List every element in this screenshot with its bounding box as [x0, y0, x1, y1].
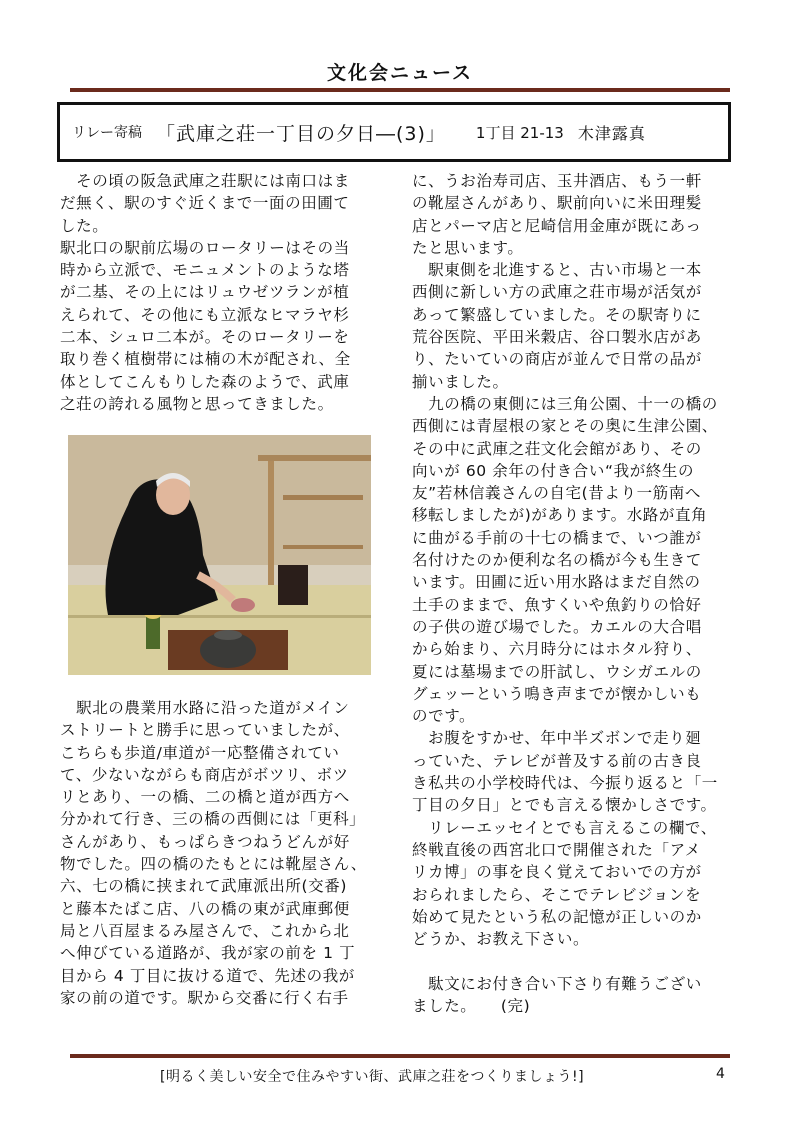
page-number: 4 — [716, 1066, 725, 1082]
text-line: リカ博」の事を良く覚えておいでの方が — [412, 863, 702, 882]
footer-slogan: [明るく美しい安全で住みやすい街、武庫之荘をつくりましょう!] — [160, 1069, 585, 1085]
text-line: 友”若林信義さんの自宅(昔より一筋南へ — [412, 484, 701, 503]
text-line: 駅北の農業用水路に沿った道がメイン — [60, 699, 350, 717]
text-line: リとあり、一の橋、二の橋と道が西方へ — [60, 788, 350, 807]
text-line: 駅北口の駅前広場のロータリーはその当 — [60, 238, 350, 257]
column-left-bottom — [60, 697, 390, 1009]
text-line: さんがあり、もっぱらきつねうどんが好 — [60, 832, 350, 851]
text-line: て、少ないながらも商店がボツリ、ボツ — [60, 765, 349, 784]
text-line: の子供の遊び場でした。カエルの大合唱 — [412, 617, 702, 636]
text-line: 駄文にお付き合い下さり有難うござい — [412, 974, 702, 993]
newsletter-title: 文化会ニュース — [326, 62, 474, 84]
text-line: ストリートと勝手に思っていましたが、 — [60, 721, 350, 740]
column-left-top — [60, 170, 390, 415]
header-divider — [70, 88, 730, 92]
text-line: に曲がる手前の十七の橋まで、いつ誰が — [412, 528, 702, 547]
text-line: っていた、テレビが普及する前の古き良 — [412, 751, 702, 770]
text-line: ました。 (完) — [412, 996, 531, 1015]
text-line: たと思います。 — [412, 238, 524, 257]
author-name: 木津露真 — [577, 123, 646, 143]
text-line: その中に武庫之荘文化会館があり、その — [412, 439, 702, 458]
text-line: 取り巻く植樹帯には楠の木が配され、全 — [60, 350, 351, 369]
text-line: 体としてこんもりした森のようで、武庫 — [60, 372, 350, 391]
text-line: と藤本たばこ店、八の橋の東が武庫郵便 — [60, 899, 350, 918]
text-line: リレーエッセイとでも言えるこの欄で、 — [412, 818, 717, 837]
text-line: 向いが 60 余年の付き合い“我が終生の — [412, 461, 695, 480]
text-line: います。田圃に近い用水路はまだ自然の — [412, 573, 701, 592]
text-line: えられて、その他にも立派なヒマラヤ杉 — [60, 305, 350, 324]
tea-ceremony-photo — [68, 435, 371, 675]
text-line: グェッーという鳴き声までが懐かしいも — [412, 684, 702, 703]
text-line: のです。 — [412, 707, 476, 726]
text-line: おられましたら、そこでテレビジョンを — [412, 885, 702, 904]
text-line: 九の橋の東側には三角公園、十一の橋の — [412, 394, 718, 413]
text-line: その頃の阪急武庫之荘駅には南口はま — [60, 172, 350, 190]
tea-ceremony-illustration — [68, 435, 371, 675]
text-line: 名付けたのか便利な名の橋が今も生きて — [412, 551, 702, 570]
text-line: から始まり、六月時分にはホタル狩り、 — [412, 640, 702, 659]
text-line: 物でした。四の橋のたもとには靴屋さん、 — [60, 855, 367, 874]
text-line: だ無く、駅のすぐ近くまで一面の田圃て — [60, 194, 350, 213]
author-address: 1丁目 21-13 — [475, 123, 564, 142]
text-line: 駅東側を北進すると、古い市場と一本 — [412, 261, 702, 280]
text-line: 西側には青屋根の家とその奥に生津公園、 — [412, 417, 718, 436]
text-line: 分かれて行き、三の橋の西側には「更科」 — [60, 810, 366, 829]
text-line: 揃いました。 — [412, 372, 509, 391]
text-line: 丁目の夕日」とでも言える懐かしさです。 — [412, 796, 717, 815]
relay-label: リレー寄稿 — [72, 125, 142, 141]
text-line: あって繁盛していました。その駅寄りに — [412, 305, 702, 324]
text-line: 終戦直後の西宮北口で開催された「アメ — [412, 840, 701, 859]
text-line: 始めて見たという私の記憶が正しいのか — [412, 907, 702, 926]
text-line: き私共の小学校時代は、今振り返ると「一 — [412, 774, 718, 793]
text-line: 西側に新しい方の武庫之荘市場が活気が — [412, 283, 702, 302]
text-line: した。 — [60, 216, 109, 235]
text-line: 二本、シュロ二本が。そのロータリーを — [60, 328, 350, 347]
text-line: お腹をすかせ、年中半ズボンで走り廻 — [412, 729, 702, 748]
text-line: 移転しましたが)があります。水路が直角 — [412, 506, 708, 525]
text-line: が二基、その上にはリュウゼツランが植 — [60, 283, 350, 302]
article-title-box — [57, 102, 731, 162]
text-line: 目から 4 丁目に抜ける道で、先述の我が — [60, 966, 355, 985]
text-line: こちらも歩道/車道が一応整備されてい — [60, 743, 340, 762]
text-line: に、うお治寿司店、玉井酒店、もう一軒 — [412, 172, 702, 190]
text-line: 店とパーマ店と尼崎信用金庫が既にあっ — [412, 216, 702, 235]
footer-divider — [70, 1054, 730, 1058]
text-line: り、たいていの商店が並んで日常の品が — [412, 350, 702, 369]
text-line: 六、七の橋に挟まれて武庫派出所(交番) — [60, 877, 347, 896]
text-line: 荒谷医院、平田米穀店、谷口製氷店があ — [412, 328, 702, 347]
text-line: 土手のままで、魚すくいや魚釣りの恰好 — [412, 595, 702, 614]
text-line: 之荘の誇れる風物と思ってきました。 — [60, 394, 334, 413]
text-line — [412, 950, 752, 972]
text-line: 局と八百屋まるみ屋さんで、これから北 — [60, 921, 350, 940]
article-title: 「武庫之荘一丁目の夕日―(3)」 — [156, 122, 446, 145]
text-line: どうか、お教え下さい。 — [412, 930, 590, 949]
text-line: へ伸びている道路が、我が家の前を 1 丁 — [60, 944, 356, 963]
text-line: の靴屋さんがあり、駅前向いに米田理髪 — [412, 194, 702, 213]
column-right — [412, 170, 752, 1017]
text-line: 夏には墓場までの肝試し、ウシガエルの — [412, 662, 702, 681]
text-line: 時から立派で、モニュメントのような塔 — [60, 261, 350, 280]
text-line: 家の前の道です。駅から交番に行く右手 — [60, 988, 349, 1007]
